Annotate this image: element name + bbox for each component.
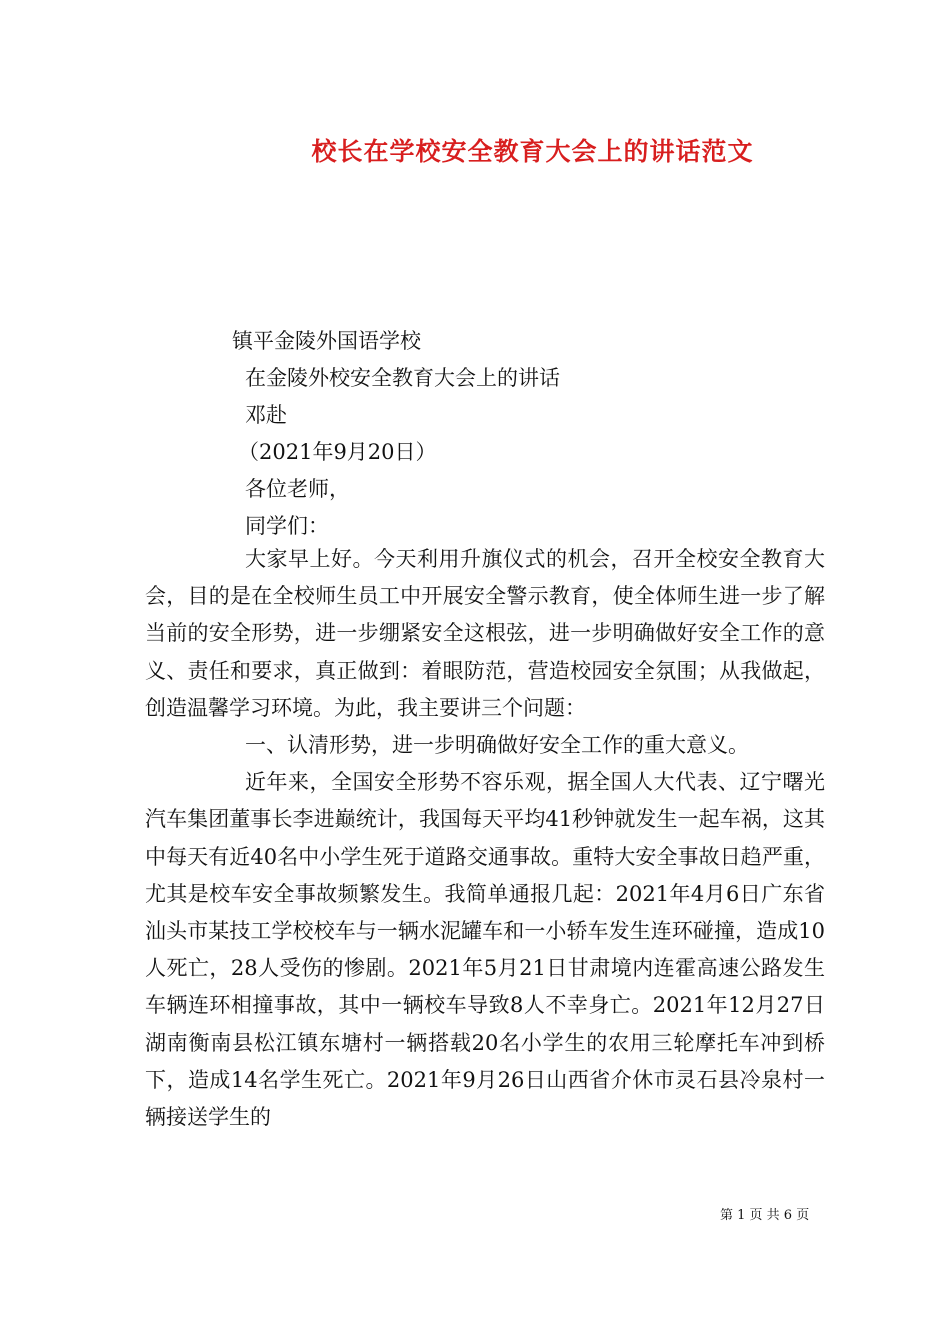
paragraph-situation: 近年来，全国安全形势不容乐观，据全国人大代表、辽宁曙光汽车集团董事长李进巅统计，我国每天平均41秒钟就发生一起车祸，这其中每天有近40名中小学生死于道路交通事故。重特大安全事故日趋严重，尤其是校车安全事故频繁发生。我简单通报几起：2021年4月6日广东省汕头市某技工学校校车与一辆水泥罐车和一小轿车发生连环碰撞，造成10人死亡，28人受伤的惨剧。2021年5月21日甘肃境内连霍高速公路发生车辆连环相撞事故，其中一辆校车导致8人不幸身亡。2021年12月27日湖南衡南县松江镇东塘村一辆搭载20名小学生的农用三轮摩托车冲到桥下，造成14名学生死亡。2021年9月26日山西省介休市灵石县冷泉村一辆接送学生的 xyxy=(145,770,825,1130)
speech-date: （2021年9月20日） xyxy=(238,440,437,464)
section-heading-1: 一、认清形势，进一步明确做好安全工作的重大意义。 xyxy=(245,733,749,758)
document-title: 校长在学校安全教育大会上的讲话范文 xyxy=(311,137,754,166)
speech-body xyxy=(145,541,825,1136)
speaker-name: 邓赴 xyxy=(245,403,287,427)
speech-title: 在金陵外校安全教育大会上的讲话 xyxy=(245,366,560,390)
school-name: 镇平金陵外国语学校 xyxy=(232,329,421,353)
paragraph-intro: 大家早上好。今天利用升旗仪式的机会，召开全校安全教育大会，目的是在全校师生员工中开展安全警示教育，使全体师生进一步了解当前的安全形势，进一步绷紧安全这根弦，进一步明确做好安全工作的意义、责任和要求，真正做到：着眼防范，营造校园安全氛围；从我做起，创造温馨学习环境。为此，我主要讲三个问题： xyxy=(145,547,825,720)
greeting-students: 同学们： xyxy=(245,514,329,538)
page-number: 第 1 页 共 6 页 xyxy=(720,1208,810,1223)
greeting-teachers: 各位老师， xyxy=(245,477,350,501)
